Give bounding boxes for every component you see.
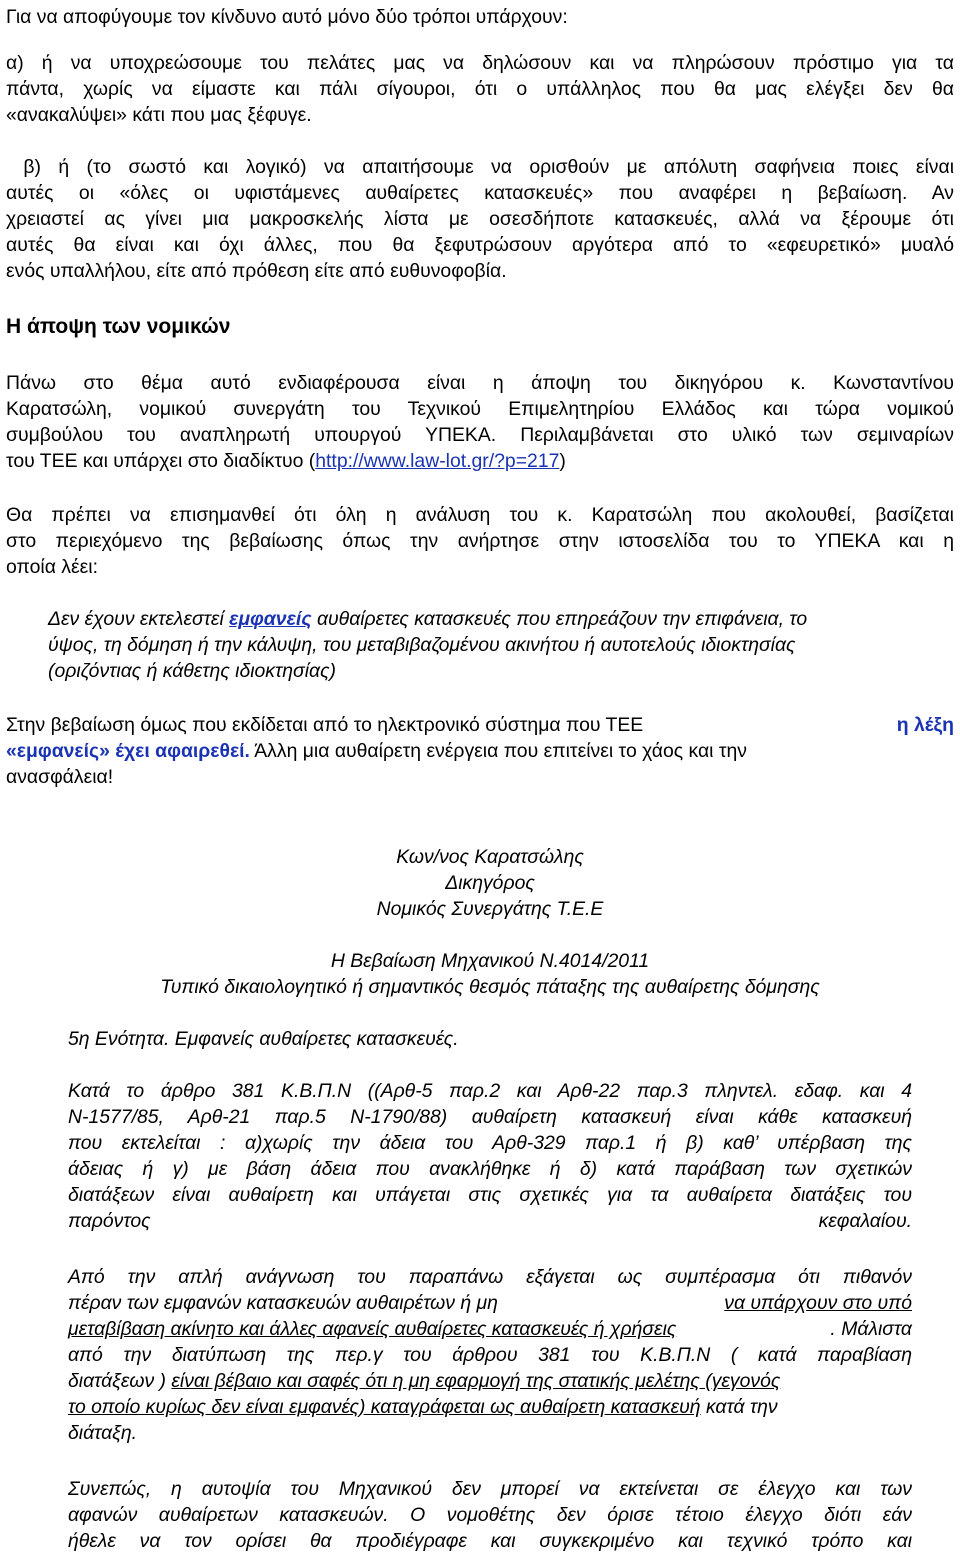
lawyer-par-line-4-text: του ΤΕΕ και υπάρχει στο διαδίκτυο ( [6, 450, 316, 472]
certificate-par-line-3: ανασφάλεια! [6, 766, 114, 788]
certificate-par-line-2-text: Άλλη μια αυθαίρετη ενέργεια που επιτείνει το χάος και την [249, 740, 748, 762]
option-b-line-5: ενός υπαλλήλου, είτε από πρόθεση είτε από ευθυνοφοβία. [6, 260, 507, 282]
law-lot-link[interactable]: http://www.law-lot.gr/?p=217 [315, 450, 560, 472]
reading-par-line-1: Από την απλή ανάγνωση του παραπάνω εξάγεται ως συμπέρασμα ότι πιθανόν [68, 1266, 912, 1288]
signature-name: Κων/νος Καρατσώλης [396, 846, 584, 868]
conclusion-par-line-2: αφανών αυθαίρετων κατασκευών. Ο νομοθέτης δεν όρισε τέτοιο έλεγχο διότι εάν [68, 1504, 912, 1526]
quote-line-1-text: Δεν έχουν εκτελεστεί [48, 608, 230, 630]
lawyer-par-line-3: συμβούλου του αναπληρωτή υπουργού ΥΠΕΚΑ. Περιλαμβάνεται στο υλικό των σεμιναρίων [6, 424, 954, 446]
reading-par-line-3 [68, 1316, 912, 1342]
certificate-bold-phrase: «εμφανείς» έχει αφαιρεθεί. [6, 740, 250, 762]
option-b-line-2: αυτές οι «όλες οι υφιστάμενες αυθαίρετες κατασκευές» που αναφέρει η βεβαίωση. Αν [6, 182, 954, 204]
option-a-line-2: πάντα, χωρίς να είμαστε και πάλι σίγουροι, ότι ο υπάλληλος που θα μας ελέγξει δεν θα [6, 78, 954, 100]
article-par-line-2: Ν-1577/85, Αρθ-21 παρ.5 Ν-1790/88) αυθαίρετη κατασκευή είναι κάθε κατασκευή [68, 1106, 912, 1128]
quote-line-3: (οριζόντιας ή κάθετης ιδιοκτησίας) [48, 660, 336, 682]
reading-par-line-3-underlined: μεταβίβαση ακίνητο και άλλες αφανείς αυθαίρετες κατασκευές ή χρήσεις [68, 1318, 677, 1340]
article-par-word-2: κεφαλαίου. [818, 1210, 912, 1232]
lawyer-par-line-1: Πάνω στο θέμα αυτό ενδιαφέρουσα είναι η άποψη του δικηγόρου κ. Κωνσταντίνου [6, 372, 954, 394]
option-b-line-4: αυτές θα είναι και όχι άλλες, που θα ξεφυτρώσουν αργότερα από το «εφευρετικό» μυαλό [6, 234, 954, 256]
reading-par-line-5-underlined: είναι βέβαιο και σαφές ότι η μη εφαρμογή της στατικής μελέτης (γεγονός [171, 1370, 781, 1392]
lawyer-par-line-4-close: ) [559, 450, 566, 472]
reading-par-line-3-text: . Μάλιστα [830, 1318, 912, 1340]
conclusion-par-line-1: Συνεπώς, η αυτοψία του Μηχανικού δεν μπορεί να εκτείνεται σε έλεγχο και των [68, 1478, 912, 1500]
article-par-line-6 [68, 1208, 912, 1234]
option-b-line-3: χρειαστεί ας γίνει μια μακροσκελής λίστα με οσεσδήποτε κατασκευές, αλλά να ξέρουμε ότι [6, 208, 954, 230]
section-title: 5η Ενότητα. Εμφανείς αυθαίρετες κατασκευές. [68, 1028, 459, 1050]
signature-title: Δικηγόρος [445, 872, 535, 894]
reading-par-line-6-text: κατά την [700, 1396, 778, 1418]
doc-title-line-2: Τυπικό δικαιολογητικό ή σημαντικός θεσμός πάταξης της αυθαίρετης δόμησης [160, 976, 820, 998]
reading-par-line-4: από την διατύπωση της περ.γ του άρθρου 381 του Κ.Β.Π.Ν ( κατά παραβίαση [68, 1344, 912, 1366]
certificate-par-line-1 [6, 712, 954, 738]
lawyer-par-line-2: Καρατσώλη, νομικού συνεργάτη του Τεχνικού Επιμελητηρίου Ελλάδος και τώρα νομικού [6, 398, 954, 420]
certificate-bold-word: η λέξη [896, 714, 954, 736]
certificate-par-line-2 [6, 738, 747, 764]
quote-line-2: ύψος, τη δόμηση ή την κάλυψη, του μεταβιβαζομένου ακινήτου ή αυτοτελούς ιδιοκτησίας [48, 634, 796, 656]
lawyer-par-line-4 [6, 448, 566, 474]
article-par-line-1: Κατά το άρθρο 381 Κ.Β.Π.Ν ((Αρθ-5 παρ.2 και Αρθ-22 παρ.3 πληντελ. εδαφ. και 4 [68, 1080, 912, 1102]
intro-line: Για να αποφύγουμε τον κίνδυνο αυτό μόνο δύο τρόποι υπάρχουν: [6, 6, 568, 28]
reading-par-line-2-text: πέραν των εμφανών κατασκευών αυθαιρέτων ή μη [68, 1292, 498, 1314]
reading-par-line-5 [68, 1368, 780, 1394]
reading-par-line-2-underlined: να υπάρχουν στο υπό [724, 1292, 912, 1314]
doc-title-line-1: Η Βεβαίωση Μηχανικού Ν.4014/2011 [330, 950, 650, 972]
quote-emphasis-word: εμφανείς [229, 608, 312, 630]
analysis-par-line-2: στο περιεχόμενο της βεβαίωσης όπως την ανήρτησε στην ιστοσελίδα του το ΥΠΕΚΑ και η [6, 530, 954, 552]
reading-par-line-7: διάταξη. [68, 1422, 137, 1444]
article-par-word-1: παρόντος [68, 1210, 151, 1232]
section-heading: Η άποψη των νομικών [6, 315, 231, 338]
article-par-line-3: που εκτελείται : α)χωρίς την άδεια του Αρθ-329 παρ.1 ή β) καθ’ υπέρβαση της [68, 1132, 912, 1154]
quote-line-1 [48, 606, 807, 632]
option-b-line-1: β) ή (το σωστό και λογικό) να απαιτήσουμε να ορισθούν με απόλυτη σαφήνεια ποιες είναι [6, 156, 954, 178]
option-a-line-3: «ανακαλύψει» κάτι που μας ξέφυγε. [6, 104, 312, 126]
reading-par-line-6 [68, 1394, 778, 1420]
conclusion-par-line-3: ήθελε να τον ορίσει θα προδιέγραφε και συγκεκριμένο και τεχνικό τρόπο και [68, 1530, 912, 1552]
article-par-line-4: άδειας ή γ) με βάση άδεια που ανακλήθηκε ή δ) κατά παράβαση των σχετικών [68, 1158, 912, 1180]
analysis-par-line-1: Θα πρέπει να επισημανθεί ότι όλη η ανάλυση του κ. Καρατσώλη που ακολουθεί, βασίζεται [6, 504, 954, 526]
reading-par-line-6-underlined: το οποίο κυρίως δεν είναι εμφανές) καταγράφεται ως αυθαίρετη κατασκευή [68, 1396, 701, 1418]
quote-line-1-rest: αυθαίρετες κατασκευές που επηρεάζουν την επιφάνεια, το [311, 608, 808, 630]
reading-par-line-5-text: διατάξεων ) [68, 1370, 172, 1392]
analysis-par-line-3: οποία λέει: [6, 556, 98, 578]
reading-par-line-2 [68, 1290, 912, 1316]
option-a-line-1: α) ή να υποχρεώσουμε του πελάτες μας να δηλώσουν και να πληρώσουν πρόστιμο για τα [6, 52, 954, 74]
signature-role: Νομικός Συνεργάτης Τ.Ε.Ε [376, 898, 604, 920]
article-par-line-5: διατάξεων είναι αυθαίρετη και υπάγεται στις σχετικές για τα αυθαίρετα διατάξεις του [68, 1184, 912, 1206]
certificate-par-line-1-text: Στην βεβαίωση όμως που εκδίδεται από το ηλεκτρονικό σύστημα που ΤΕΕ [6, 714, 644, 736]
